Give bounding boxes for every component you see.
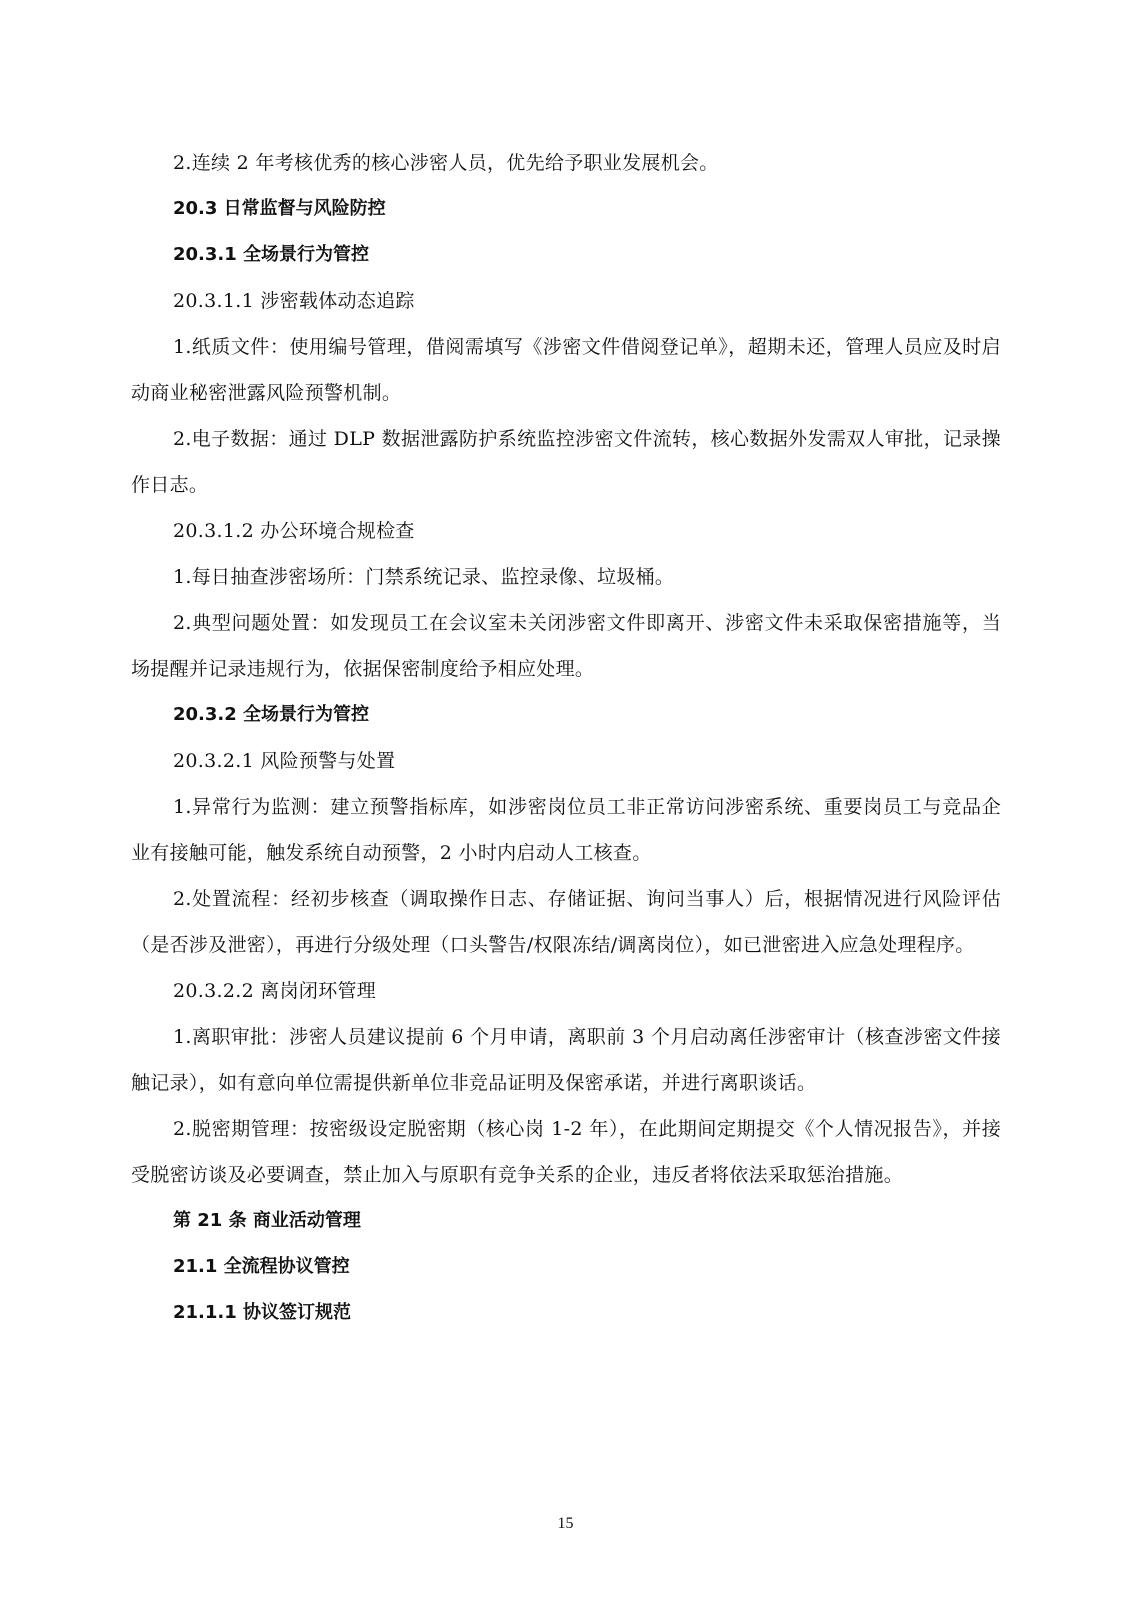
heading-20-3: 20.3 日常监督与风险防控 [173,198,386,219]
paragraph-core-staff-promotion: 2.连续 2 年考核优秀的核心涉密人员，优先给予职业发展机会。 [173,152,719,174]
paragraph-handling-process: 2.处置流程：经初步核查（调取操作日志、存储证据、询问当事人）后，根据情况进行风险评估（是否涉及泄密），再进行分级处理（口头警告/权限冻结/调离岗位），如已泄密进入应急处理程序。 [131,888,1001,956]
heading-article-21: 第 21 条 商业活动管理 [173,1210,361,1231]
paragraph-electronic-data: 2.电子数据：通过 DLP 数据泄露防护系统监控涉密文件流转，核心数据外发需双人审批，记录操作日志。 [131,428,1001,496]
heading-21-1-1: 21.1.1 协议签订规范 [173,1302,352,1323]
paragraph-typical-issues: 2.典型问题处置：如发现员工在会议室未关闭涉密文件即离开、涉密文件未采取保密措施等，当场提醒并记录违规行为，依据保密制度给予相应处理。 [131,612,1001,680]
paragraph-declassification-period: 2.脱密期管理：按密级设定脱密期（核心岗 1-2 年），在此期间定期提交《个人情况报告》，并接受脱密访谈及必要调查，禁止加入与原职有竞争关系的企业，违反者将依法采取惩治措施。 [131,1118,1001,1186]
paragraph-daily-inspection: 1.每日抽查涉密场所：门禁系统记录、监控录像、垃圾桶。 [173,566,675,588]
heading-20-3-2: 20.3.2 全场景行为管控 [173,704,370,725]
subheading-20-3-2-2: 20.3.2.2 离岗闭环管理 [173,980,377,1002]
page-content [131,140,1001,1336]
subheading-20-3-1-2: 20.3.1.2 办公环境合规检查 [173,520,415,542]
heading-21-1: 21.1 全流程协议管控 [173,1256,350,1277]
paragraph-paper-documents: 1.纸质文件：使用编号管理，借阅需填写《涉密文件借阅登记单》，超期未还，管理人员应及时启动商业秘密泄露风险预警机制。 [131,336,1001,404]
subheading-20-3-2-1: 20.3.2.1 风险预警与处置 [173,750,396,772]
paragraph-abnormal-behavior: 1.异常行为监测：建立预警指标库，如涉密岗位员工非正常访问涉密系统、重要岗员工与竞品企业有接触可能，触发系统自动预警，2 小时内启动人工核查。 [131,796,1001,864]
heading-20-3-1: 20.3.1 全场景行为管控 [173,244,370,265]
page-number: 15 [557,1515,574,1532]
subheading-20-3-1-1: 20.3.1.1 涉密载体动态追踪 [173,290,415,312]
paragraph-resignation-approval: 1.离职审批：涉密人员建议提前 6 个月申请，离职前 3 个月启动离任涉密审计（核查涉密文件接触记录），如有意向单位需提供新单位非竞品证明及保密承诺，并进行离职谈话。 [131,1026,1001,1094]
